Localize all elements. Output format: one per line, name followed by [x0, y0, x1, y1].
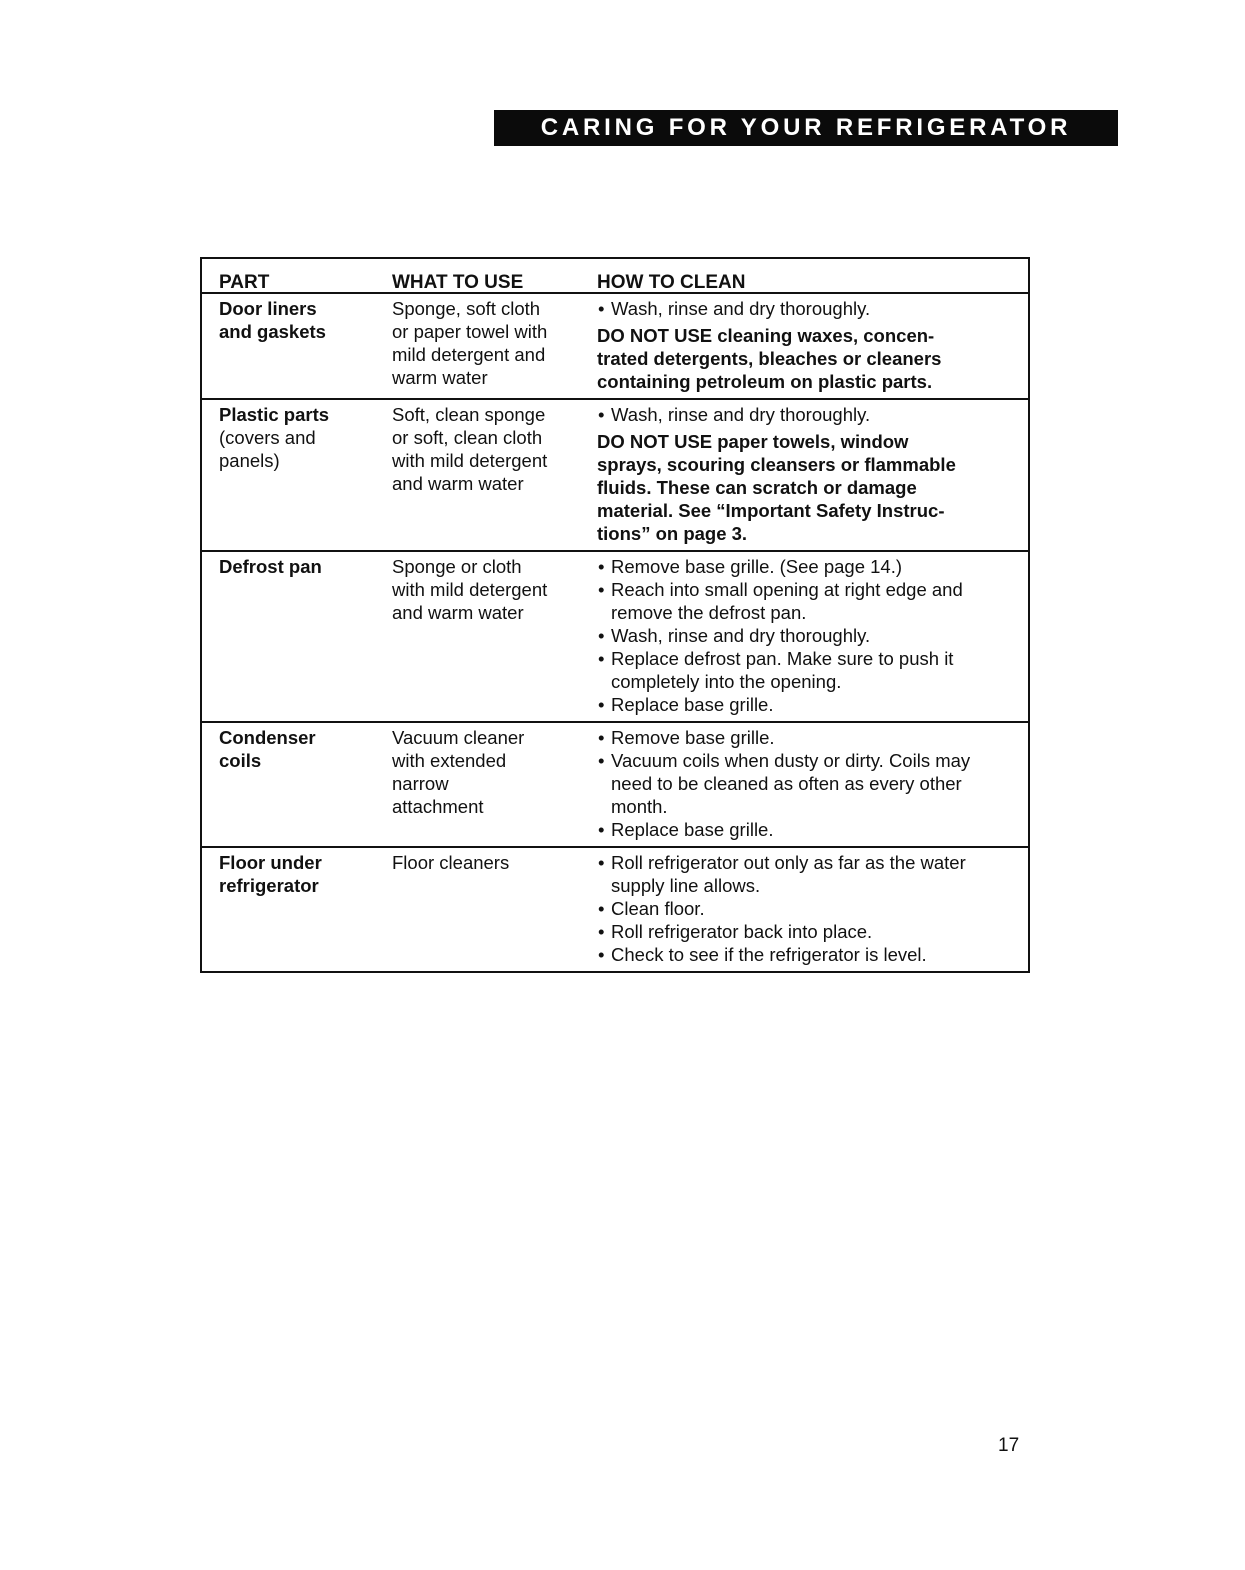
section-banner: CARING FOR YOUR REFRIGERATOR — [494, 110, 1118, 146]
instruction-bullet: • Check to see if the refrigerator is level. — [597, 943, 1014, 966]
what-to-use-line: Sponge or cloth — [392, 556, 522, 577]
instruction-bullet: • Wash, rinse and dry thoroughly. — [597, 624, 1014, 647]
how-to-clean-cell — [597, 403, 1028, 545]
what-to-use-line: with mild detergent — [392, 450, 548, 471]
instruction-bullet: • Remove base grille. (See page 14.) — [597, 555, 1014, 578]
table-row — [202, 400, 1028, 552]
part-cell — [202, 403, 392, 545]
instruction-bullet: • Replace defrost pan. Make sure to push it completely into the opening. — [597, 647, 1014, 693]
part-name-line: Door liners — [219, 298, 317, 319]
warning-line: DO NOT USE cleaning waxes, concen- — [597, 325, 935, 346]
table-row — [202, 294, 1028, 400]
instruction-bullet: • Roll refrigerator out only as far as the water supply line allows. — [597, 851, 1014, 897]
instruction-bullet: • Reach into small opening at right edge and remove the defrost pan. — [597, 578, 1014, 624]
part-name-line: Defrost pan — [219, 556, 322, 577]
warning-line: material. See “Important Safety Instruc- — [597, 500, 945, 521]
column-header-what-to-use: WHAT TO USE — [392, 272, 524, 293]
what-to-use-cell — [392, 851, 597, 966]
warning-line: fluids. These can scratch or damage — [597, 477, 917, 498]
instruction-bullet: • Wash, rinse and dry thoroughly. — [597, 297, 1014, 320]
what-to-use-line: or paper towel with — [392, 321, 548, 342]
part-name-line: coils — [219, 750, 262, 771]
what-to-use-line: Vacuum cleaner — [392, 727, 525, 748]
what-to-use-line: narrow — [392, 773, 449, 794]
what-to-use-line: Floor cleaners — [392, 852, 510, 873]
part-name-line: Floor under — [219, 852, 322, 873]
part-name-line: and gaskets — [219, 321, 326, 342]
part-name-line: Condenser — [219, 727, 316, 748]
part-cell — [202, 726, 392, 841]
table-row — [202, 552, 1028, 723]
part-cell — [202, 851, 392, 966]
part-cell — [202, 555, 392, 716]
warning-line: containing petroleum on plastic parts. — [597, 371, 933, 392]
how-to-clean-cell — [597, 297, 1028, 393]
what-to-use-cell — [392, 297, 597, 393]
part-name-line: refrigerator — [219, 875, 319, 896]
what-to-use-line: with extended — [392, 750, 507, 771]
warning-line: DO NOT USE paper towels, window — [597, 431, 909, 452]
part-name-line: Plastic parts — [219, 404, 330, 425]
what-to-use-line: mild detergent and — [392, 344, 546, 365]
warning-note — [597, 324, 1014, 393]
instruction-bullet: • Remove base grille. — [597, 726, 1014, 749]
warning-note — [597, 430, 1014, 545]
instruction-bullet: • Replace base grille. — [597, 693, 1014, 716]
how-to-clean-cell — [597, 555, 1028, 716]
how-to-clean-cell — [597, 851, 1028, 966]
table-row — [202, 848, 1028, 971]
part-detail-line: (covers and — [219, 427, 316, 448]
table-row — [202, 723, 1028, 848]
what-to-use-cell — [392, 555, 597, 716]
instruction-bullet: • Replace base grille. — [597, 818, 1014, 841]
what-to-use-line: and warm water — [392, 473, 524, 494]
what-to-use-line: Sponge, soft cloth — [392, 298, 541, 319]
cleaning-table — [200, 257, 1030, 973]
what-to-use-line: or soft, clean cloth — [392, 427, 543, 448]
what-to-use-line: Soft, clean sponge — [392, 404, 546, 425]
column-header-how-to-clean: HOW TO CLEAN — [597, 272, 746, 293]
instruction-bullet: • Clean floor. — [597, 897, 1014, 920]
table-header-row — [202, 259, 1028, 294]
warning-line: trated detergents, bleaches or cleaners — [597, 348, 942, 369]
how-to-clean-cell — [597, 726, 1028, 841]
what-to-use-cell — [392, 726, 597, 841]
warning-line: sprays, scouring cleansers or flammable — [597, 454, 956, 475]
page-number: 17 — [998, 1435, 1020, 1456]
what-to-use-cell — [392, 403, 597, 545]
what-to-use-line: with mild detergent — [392, 579, 548, 600]
what-to-use-line: warm water — [392, 367, 488, 388]
what-to-use-line: and warm water — [392, 602, 524, 623]
column-header-part: PART — [219, 272, 270, 293]
warning-line: tions” on page 3. — [597, 523, 748, 544]
part-cell — [202, 297, 392, 393]
instruction-bullet: • Roll refrigerator back into place. — [597, 920, 1014, 943]
instruction-bullet: • Wash, rinse and dry thoroughly. — [597, 403, 1014, 426]
instruction-bullet: • Vacuum coils when dusty or dirty. Coils may need to be cleaned as often as every other month. — [597, 749, 1014, 818]
what-to-use-line: attachment — [392, 796, 484, 817]
part-detail-line: panels) — [219, 450, 280, 471]
